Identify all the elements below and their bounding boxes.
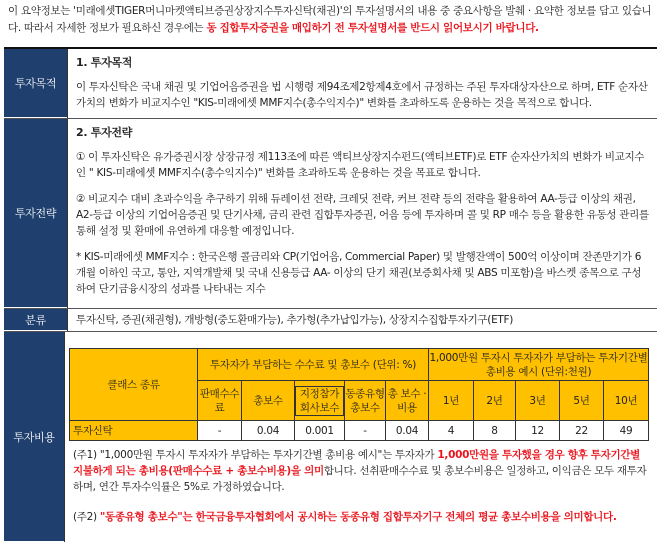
- strategy-p1: ① 이 투자신탁은 유가증권시장 상장규정 제113조에 따른 액티브상장지수펀드(액티브ETF)로 ETF 순자산가치의 변화가 비교지수인 " KIS-미래에셋 MMF지수(총수익지수)" 변화를 초과하도록 운용하는 것을 목표로 합니다.: [76, 151, 645, 179]
- summary-table: [4, 47, 657, 542]
- sub-header: 동종유형 총보수: [345, 381, 386, 421]
- note-1-text: (주1) "1,000만원 투자시 투자자가 부담하는 투자기간별 총비용 예시"는 투자자가: [73, 449, 438, 461]
- sub-header: 5년: [560, 381, 604, 421]
- sub-header: 총 보수 · 비용: [386, 381, 429, 421]
- sub-header: 2년: [474, 381, 516, 421]
- sub-header: 총보수: [242, 381, 295, 421]
- intro-text: [8, 3, 653, 37]
- heading-strategy: 2. 투자전략: [76, 126, 133, 139]
- label-cost: 투자비용: [4, 332, 64, 542]
- strategy-p3: * KIS-미래에셋 MMF지수 : 한국은행 콜금리와 CP(기업어음, Commercial Paper) 및 발행잔액이 500억 이상이며 잔존만기가 6개월 이하인 국고, 통안, 지역개발채 및 국내 신용등급 AA- 이상의 단기 채권(보증회사채 및 ABS 미포함)을 바스켓 종목으로 구성하여 단기금융시장의 성과를 나타내는 지수: [76, 251, 642, 295]
- sub-header: 판매수수료: [198, 381, 242, 421]
- cell: 0.04: [386, 421, 429, 441]
- classification-text: 투자신탁, 증권(채권형), 개방형(중도환매가능), 추가형(추가납입가능), 상장지수집합투자기구(ETF): [67, 309, 657, 331]
- cell: 22: [560, 421, 604, 441]
- class-name: 투자신탁: [70, 421, 198, 441]
- cost-header: 1,000만원 투자시 투자자가 부담하는 투자기간별 총비용 예시 (단위:천원): [429, 349, 649, 381]
- objective-text: 이 투자신탁은 국내 채권 및 기업어음증권을 법 시행령 제94조제2항제4호에서 규정하는 주된 투자대상자산으로 하며, ETF 순자산가치의 변화가 비교지수인 "KIS-미래에셋 MMF지수(총수익지수)" 변화를 초과하도록 운용하는 것을 목적으로 합니다.: [76, 81, 648, 109]
- note-1: [73, 447, 649, 495]
- cell: 49: [604, 421, 649, 441]
- note-2-emphasis: "동종유형 총보수"는 한국금융투자협회에서 공시하는 동종유형 집합투자기구 전체의 평균 총보수비용을 의미합니다.: [99, 511, 617, 523]
- sub-header: 1년: [429, 381, 474, 421]
- row-cost: [4, 332, 657, 542]
- note-1-text-2: 합니다. 선취판매수수료 및 총보수비용은 일정하고, 이익금은 모두 재투자하며, 연간 투자수익률은 5%로 가정하였습니다.: [73, 465, 647, 493]
- cell: 12: [516, 421, 560, 441]
- row-objective: [4, 49, 657, 119]
- cell: 0.001: [295, 421, 345, 441]
- note-2: [73, 509, 649, 525]
- cell: -: [198, 421, 242, 441]
- cell: 0.04: [242, 421, 295, 441]
- sub-header: 10년: [604, 381, 649, 421]
- label-strategy: 투자전략: [4, 119, 67, 308]
- note-2-prefix: (주2): [73, 511, 100, 523]
- intro-emphasis: 동 집합투자증권을 매입하기 전 투자설명서를 반드시 읽어보시기 바랍니다.: [206, 22, 539, 34]
- class-header: 클래스 종류: [70, 349, 198, 421]
- table-row: [70, 421, 649, 441]
- row-strategy: [4, 119, 657, 309]
- row-classification: [4, 309, 657, 332]
- intro-plain: 이 요약정보는 '미래에셋TIGER머니마켓액티브증권상장지수투자신탁(채권)'의 투자설명서의 내용 중 중요사항을 발췌 · 요약한 정보를 담고 있습니다. 따라서 자세한 정보가 필요하신 경우에는: [8, 5, 652, 34]
- fee-header: 투자자가 부담하는 수수료 및 총보수 (단위: %): [198, 349, 429, 381]
- strategy-p2: ② 비교지수 대비 초과수익을 추구하기 위해 듀레이션 전략, 크레딧 전략, 커브 전략 등의 전략을 활용하여 AA-등급 이상의 채권, A2-등급 이상의 기업어음증권 및 단기사채, 금리 관련 집합투자증권, 어음 등에 투자하며 콜 및 RP 매수 등을 활용한 유동성 관리를 통해 설정 및 환매에 유연하게 대응할 예정입니다.: [76, 193, 649, 237]
- cell: 4: [429, 421, 474, 441]
- cell: -: [345, 421, 386, 441]
- cell: 8: [474, 421, 516, 441]
- label-objective: 투자목적: [4, 49, 67, 118]
- sub-header: 지정참가회사보수: [295, 386, 344, 416]
- heading-objective: 1. 투자목적: [76, 56, 133, 69]
- sub-header: 3년: [516, 381, 560, 421]
- label-classification: 분류: [4, 309, 67, 331]
- note-1-emphasis: 1,000만원을 투자했을 경우 향후 투자기간별 지불하게 되는 총비용(판매수수료 + 총보수비용)을 의미: [73, 449, 641, 477]
- fee-table: [69, 348, 649, 441]
